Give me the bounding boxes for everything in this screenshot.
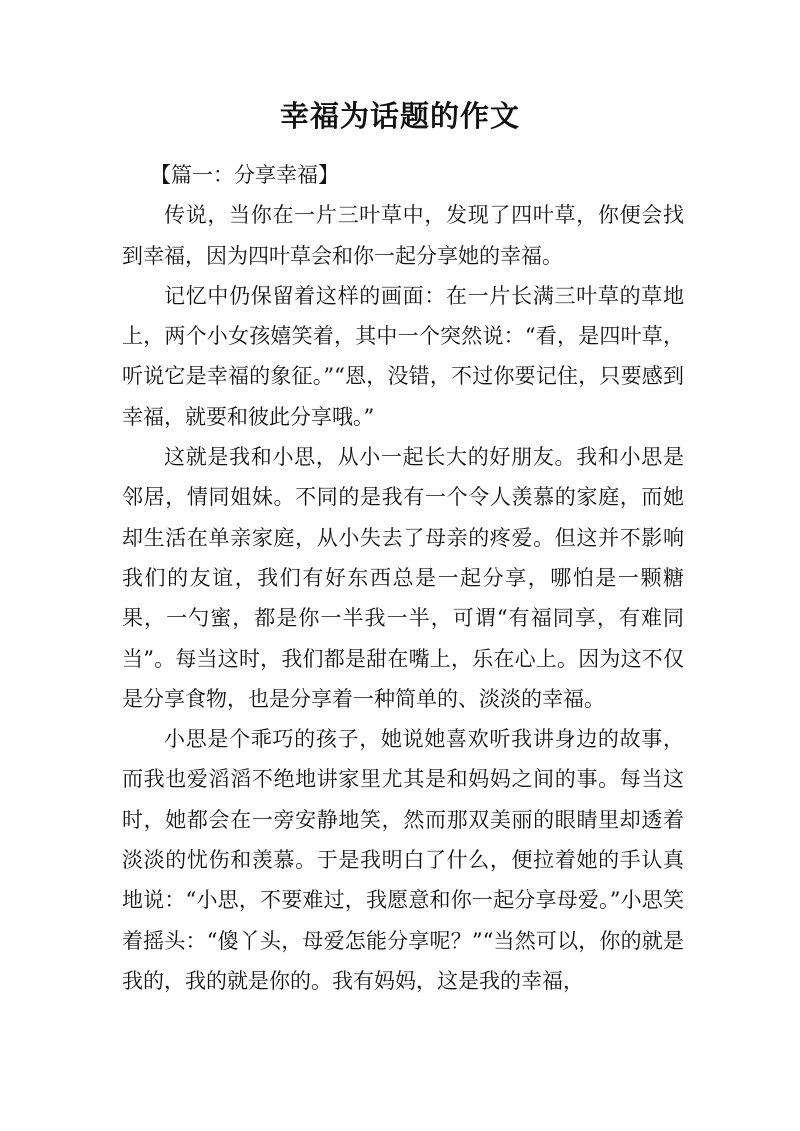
document-title: 幸福为话题的作文 (279, 99, 520, 133)
paragraph-2: 记忆中仍保留着这样的画面：在一片长满三叶草的草地上，两个小女孩嬉笑着，其中一个突然说：“看，是四叶草，听说它是幸福的象征。”“恩，没错，不过你要记住，只要感到幸福，就要和彼此分享哦。” (122, 283, 684, 429)
section-heading: 【篇一：分享幸福】 (150, 163, 339, 187)
paragraph-1: 传说，当你在一片三叶草中，发现了四叶草，你便会找到幸福，因为四叶草会和你一起分享她的幸福。 (122, 203, 684, 268)
paragraph-3: 这就是我和小思，从小一起长大的好朋友。我和小思是邻居，情同姐妹。不同的是我有一个令人羡慕的家庭，而她却生活在单亲家庭，从小失去了母亲的疼爱。但这并不影响我们的友谊，我们有好东西总是一起分享，哪怕是一颗糖果，一勺蜜，都是你一半我一半，可谓“有福同享，有难同当”。每当这时，我们都是甜在嘴上，乐在心上。因为这不仅是分享食物，也是分享着一种简单的、淡淡的幸福。 (122, 445, 684, 711)
document-body (122, 155, 684, 1001)
paragraph-4: 小思是个乖巧的孩子，她说她喜欢听我讲身边的故事，而我也爱滔滔不绝地讲家里尤其是和妈妈之间的事。每当这时，她都会在一旁安静地笑，然而那双美丽的眼睛里却透着淡淡的忧伤和羡慕。于是我明白了什么，便拉着她的手认真地说：“小思，不要难过，我愿意和你一起分享母爱。”小思笑着摇头：“傻丫头，母爱怎能分享呢？”“当然可以，你的就是我的，我的就是你的。我有妈妈，这是我的幸福， (122, 727, 684, 993)
